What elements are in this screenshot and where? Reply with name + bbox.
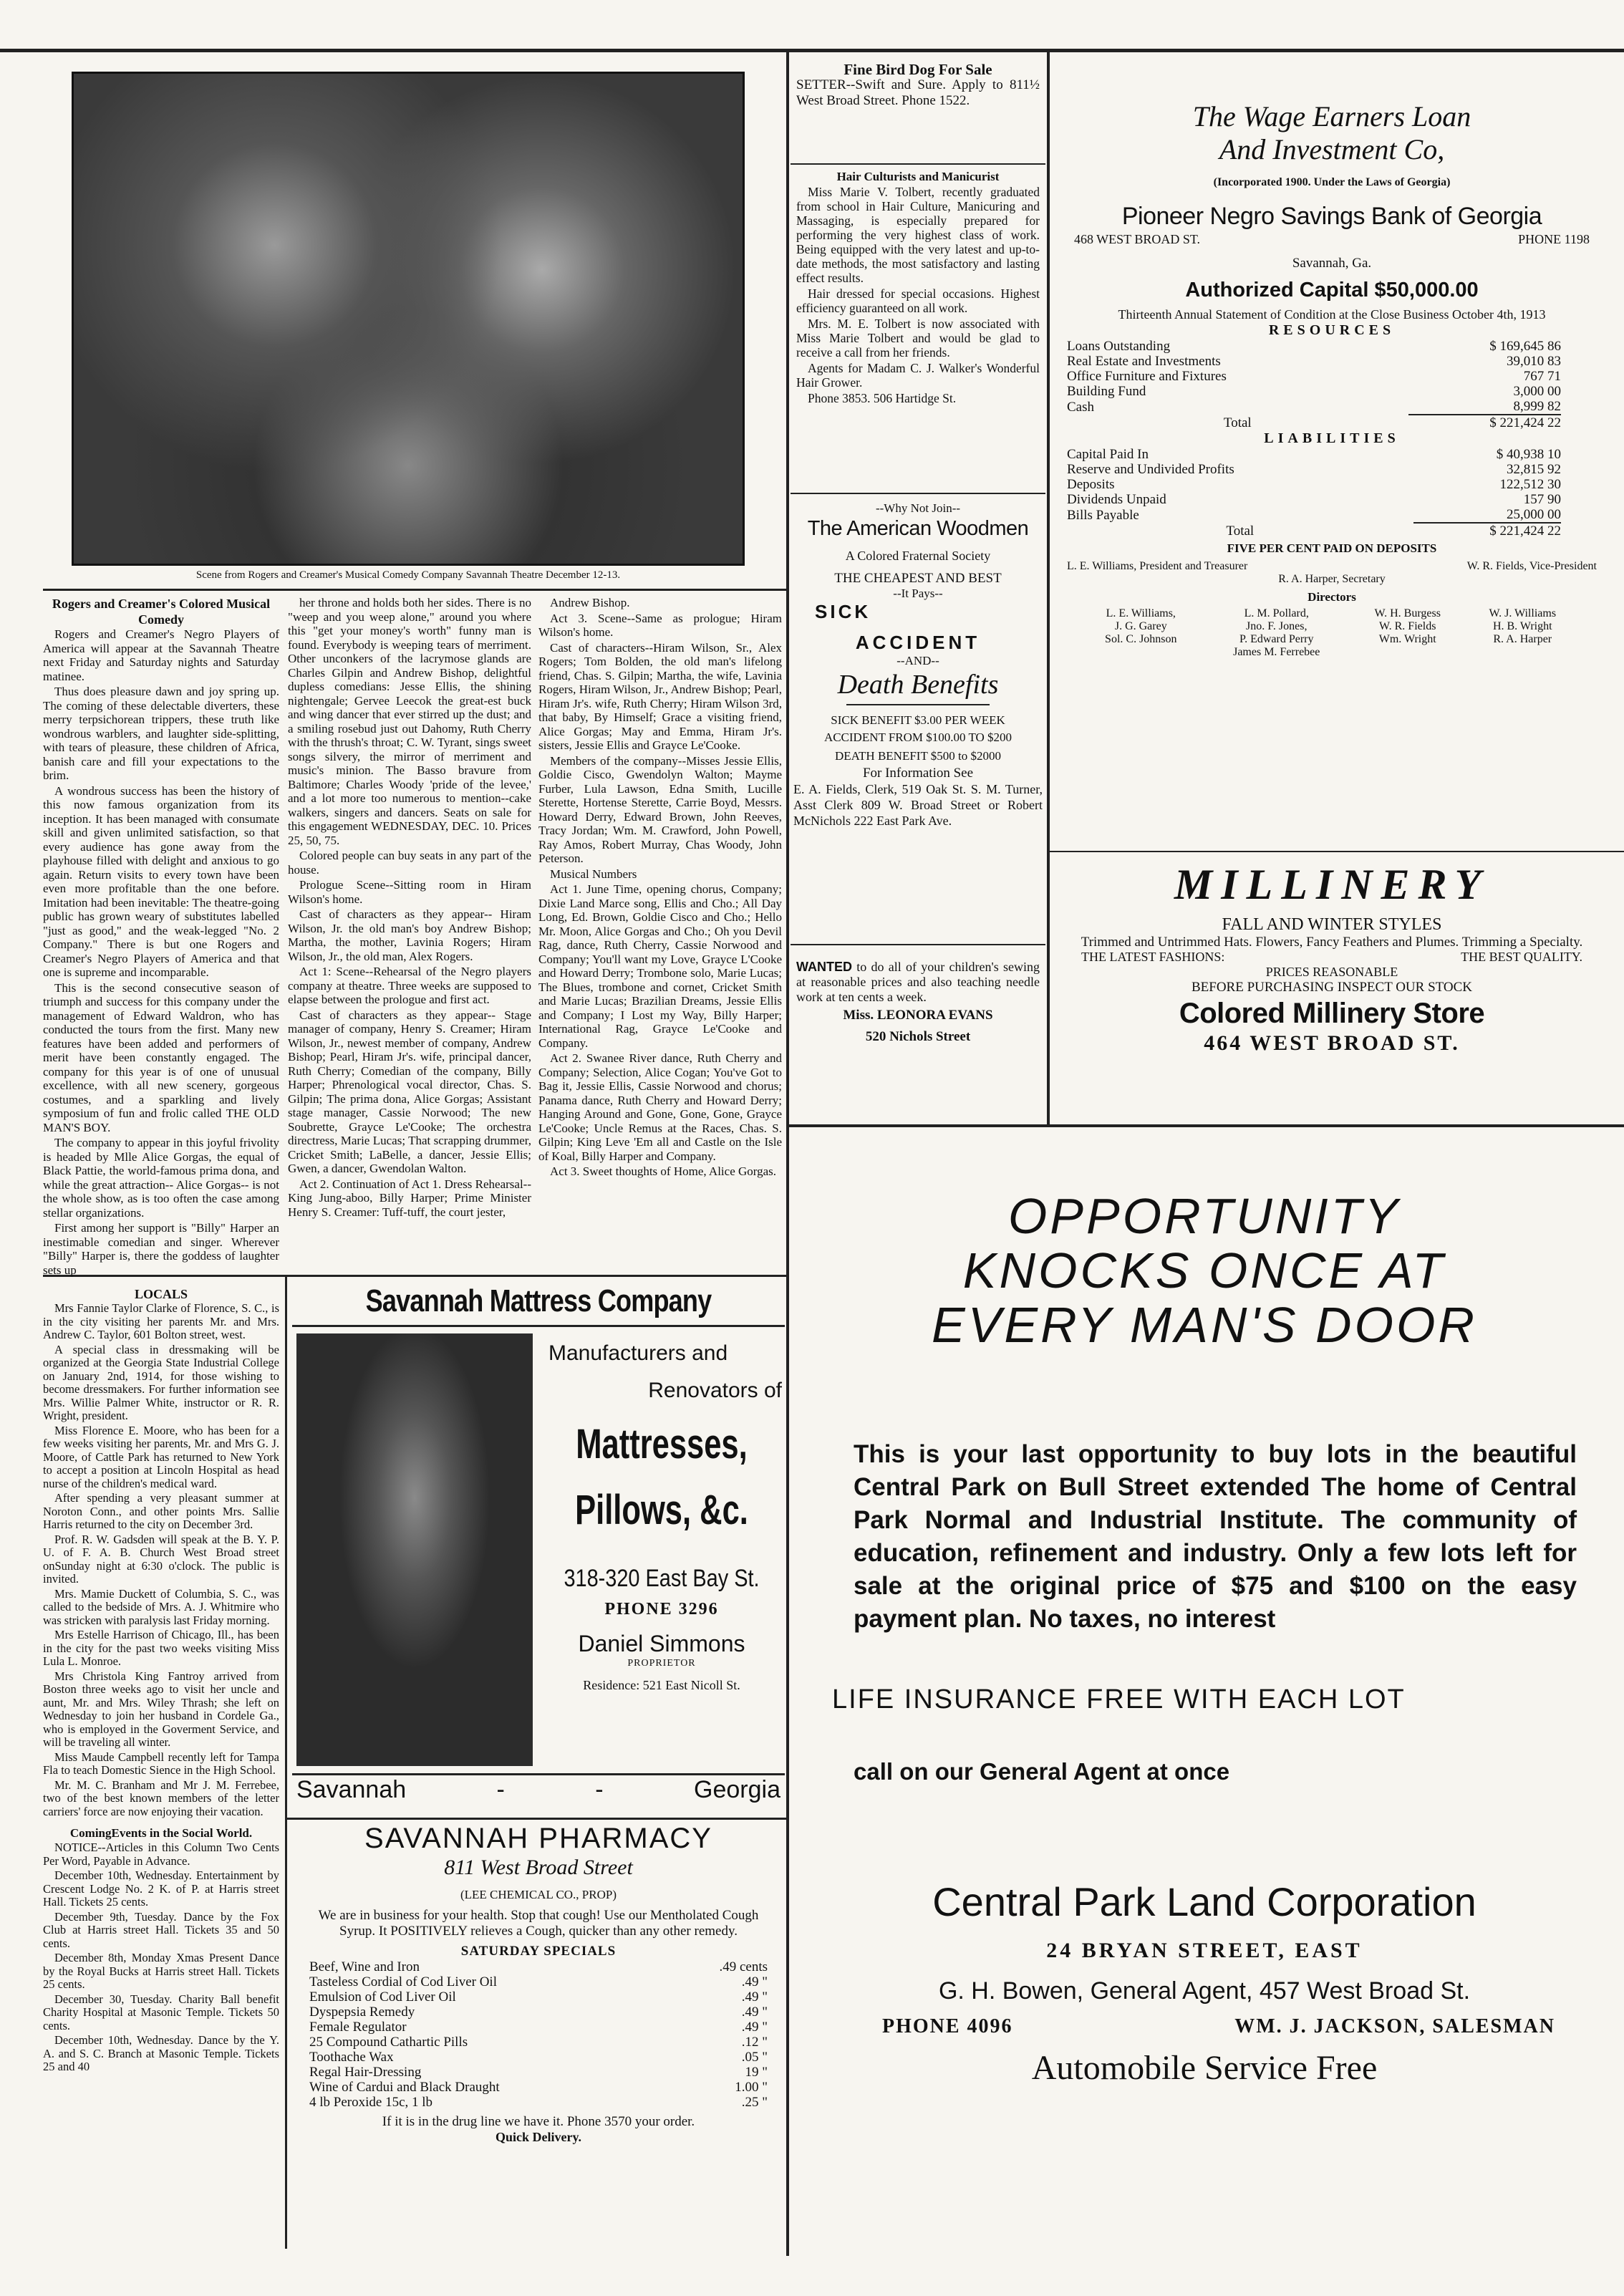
opportunity-phone: PHONE 4096 — [882, 2015, 1013, 2037]
special-price: .25 " — [741, 2095, 768, 2110]
resource-value: 767 71 — [1523, 369, 1561, 384]
pharmacy-footer: If it is in the drug line we have it. Phone 3570 your order. — [382, 2114, 695, 2129]
pharmacy-specials-head: SATURDAY SPECIALS — [460, 1944, 617, 1959]
special-row — [309, 2065, 768, 2080]
woodmen-info: For Information See — [862, 766, 974, 781]
pharmacy-intro: We are in business for your health. Stop that cough! Use our Mentholated Cough Syrup. It POSITIVELY relieves a Cough, quicker than any other remedy. — [318, 1908, 759, 1939]
wanted-body: to do all of your children's sewing at reasonable prices and also teaching needle work at ten cents a week. — [796, 960, 1040, 1004]
special-item: Tasteless Cordial of Cod Liver Oil — [309, 1974, 497, 1989]
rogers-col2-paragraph: Prologue Scene--Sitting room in Hiram Wilson's home. — [288, 878, 531, 906]
hair-culturists-ad — [796, 169, 1040, 407]
liability-value: 25,000 00 — [1507, 507, 1561, 522]
bank-liabilities-table — [1067, 447, 1561, 539]
bank-officers-row — [1060, 560, 1604, 573]
rogers-col2-paragraph: her throne and holds both her sides. There is no "weep and you weep alone," around you where this "get your money's worth" funny man is found. Everybody is weeping tears of merriment. Other unconkers of the lacrymose glands are Charles Gilpin and Andrew Bishop, delightful dupless comedians: Jesse Ellis, the shining nightengale; Gervee Leecok the great-est buck and wing dancer that ever stirred up the dust; and a smiling rosebud just out Dahomy, Ruth Cherry with the thrush's throat; C. W. Tyrant, sings sweet songs silvery, the mirror of merriment and music's minion. The Basso bravure from Baltimore; Charles Woody 'pride of the levee,' and a lot more too numerous to mention--cake walkers, singers and dancers. Seats on sale for this engagement WEDNESDAY, DEC. 10. Prices 25, 50, 75. — [288, 596, 531, 847]
millinery-ad — [1060, 859, 1604, 1056]
bank-rule — [1050, 851, 1624, 852]
special-row — [309, 1959, 768, 1974]
rogers-col1-paragraph: Rogers and Creamer's Negro Players of America will appear at the Savannah Theatre next Friday and Saturday nights and Saturday matinee. — [43, 627, 279, 683]
opportunity-salesman: WM. J. JACKSON, SALESMAN — [1234, 2015, 1555, 2037]
millinery-line2a: THE LATEST FASHIONS: — [1081, 950, 1225, 964]
special-item: 4 lb Peroxide 15c, 1 lb — [309, 2095, 433, 2110]
locals-column — [43, 1286, 279, 2075]
special-price: .12 " — [741, 2035, 768, 2050]
millinery-line1: Trimmed and Untrimmed Hats. Flowers, Fancy Feathers and Plumes. Trimming a Specialty. — [1081, 935, 1583, 950]
coming-events-paragraph: NOTICE--Articles in this Column Two Cents Per Word, Payable in Advance. — [43, 1841, 279, 1868]
wanted-lead: WANTED — [796, 960, 852, 974]
pharmacy-delivery: Quick Delivery. — [496, 2130, 581, 2144]
mattress-mattresses: Mattresses, — [576, 1421, 748, 1467]
coming-events-paragraph: December 8th, Monday Xmas Present Dance by the Royal Bucks at Harris street Hall. Tickets 25 cents. — [43, 1951, 279, 1991]
opportunity-body: This is your last opportunity to buy lots in the beautiful Central Park on Bull Street extended The home of Central Park Normal and Industrial Institute. The community of education, refinement and industry. Only a few lots left for sale at the original price of $75 and $100 on the easy payment plan. No taxes, no interest — [854, 1440, 1577, 1633]
special-row — [309, 2005, 768, 2020]
hair-paragraph: Hair dressed for special occasions. Highest efficiency guaranteed on all work. — [796, 286, 1040, 315]
liabilities-total-label: Total — [1226, 523, 1255, 539]
director-name: P. Edward Perry — [1239, 633, 1314, 645]
bird-dog-ad — [796, 62, 1040, 109]
mattress-residence: Residence: 521 East Nicoll St. — [583, 1678, 740, 1692]
rogers-col3-paragraph: Musical Numbers — [550, 867, 637, 881]
resource-row — [1067, 354, 1561, 369]
rogers-col1-paragraph: First among her support is "Billy" Harper an inestimable comedian and singer. Wherever "Billy" Harper is, there the goddess of laughter sets up — [43, 1221, 279, 1277]
bank-statement: Thirteenth Annual Statement of Condition at the Close Business October 4th, 1913 — [1118, 307, 1546, 322]
resource-value: $ 169,645 86 — [1489, 339, 1561, 354]
liability-value: 157 90 — [1523, 492, 1561, 507]
bank-title1: The Wage Earners Loan — [1192, 100, 1471, 132]
opportunity-line2: KNOCKS ONCE AT — [962, 1243, 1446, 1298]
rogers-col3-paragraph: Act 1. June Time, opening chorus, Company; Dixie Land Marce song, Ellis and Cho.; All Day Long, Ed. Brown, Goldie Cisco and Cho.; Hello Mr. Moon, Alice Gorgas and Cho.; Oh you Devil Rag, dance, Ruth Cherry, Cassie Norwood and Company; You'll want my Love, Grayce L'Cooke and Howard Derry; Trombone solo, Marie Lucas; The Blues, trombone and cornet, Cricket Smith and Marie Lucas; Brazilian Dreams, Jessie Ellis and Company; I Lost my Way, Billy Harper; International Rag, Grayce Le'Cooke and Company. — [538, 882, 782, 1050]
locals-paragraph: Mrs Christola King Fantroy arrived from Boston three weeks ago to visit her uncle and aunt, Mr. and Mrs. Wiley Thrash; she left on Wednesday to join her husband in Cordele Ga., who is employed in the Goverment Service, and will be traveling all winter. — [43, 1669, 279, 1749]
woodmen-contacts: E. A. Fields, Clerk, 519 Oak St. S. M. Turner, Asst Clerk 809 W. Broad Street or Robert McNichols 222 East Park Ave. — [793, 782, 1043, 828]
opportunity-call: call on our General Agent at once — [854, 1758, 1230, 1785]
woodmen-divider — [846, 704, 990, 705]
bank-directors-head: Directors — [1308, 590, 1356, 604]
mattress-dash-2: - — [595, 1776, 604, 1803]
opportunity-line1: OPPORTUNITY — [1007, 1188, 1401, 1244]
resources-total-row — [1067, 415, 1561, 430]
mattress-dash: - — [496, 1776, 505, 1803]
bank-five-per-cent: FIVE PER CENT PAID ON DEPOSITS — [1227, 541, 1437, 555]
bank-title2: And Investment Co, — [1219, 133, 1445, 165]
wanted-text — [796, 960, 1040, 1005]
woodmen-ad — [793, 501, 1043, 829]
bank-pioneer: Pioneer Negro Savings Bank of Georgia — [1121, 203, 1542, 230]
liability-row — [1067, 507, 1561, 523]
bank-incorporated: (Incorporated 1900. Under the Laws of Georgia) — [1213, 176, 1451, 188]
resources-total-label: Total — [1223, 415, 1252, 430]
opportunity-corp: Central Park Land Corporation — [932, 1879, 1476, 1924]
resource-value: 3,000 00 — [1513, 384, 1561, 399]
mattress-renovators: Renovators of — [648, 1379, 782, 1402]
rogers-article-col3 — [538, 596, 782, 1180]
special-price: .49 " — [741, 1989, 768, 2005]
bank-address: 468 WEST BROAD ST. — [1074, 232, 1201, 246]
director-name: J. G. Garey — [1114, 620, 1167, 632]
special-price: .49 " — [741, 2020, 768, 2035]
millinery-title: MILLINERY — [1174, 861, 1490, 908]
resource-label: Building Fund — [1067, 384, 1146, 399]
special-row — [309, 1989, 768, 2005]
photo-bottom-rule — [43, 589, 788, 591]
special-row — [309, 2035, 768, 2050]
mattress-proprietor: PROPRIETOR — [627, 1658, 696, 1669]
liabilities-total-row — [1067, 523, 1561, 539]
special-row — [309, 2020, 768, 2035]
mattress-owner: Daniel Simmons — [578, 1631, 745, 1656]
rogers-col1-paragraph: Thus does pleasure dawn and joy spring up. The coming of these delectable diverters, these merry terpsichorean trippers, these truth like wondrous warblers, and laughter side-splitting, with tears of pleasure, these children of Africa, banish care and fill your expectations to the brim. — [43, 685, 279, 782]
opportunity-line3: EVERY MAN'S DOOR — [932, 1297, 1477, 1353]
bird-dog-title: Fine Bird Dog For Sale — [844, 61, 992, 78]
woodmen-society: A Colored Fraternal Society — [845, 549, 991, 563]
coming-events-paragraph: December 9th, Tuesday. Dance by the Fox Club at Harris street Hall. Tickets 35 and 50 cents. — [43, 1909, 279, 1950]
liability-label: Deposits — [1067, 477, 1115, 492]
rogers-col3-paragraph: Act 3. Sweet thoughts of Home, Alice Gorgas. — [550, 1164, 777, 1178]
coming-events-paragraph: December 10th, Wednesday. Entertainment by Crescent Lodge No. 2 K. of P. at Harris street Hall. Tickets 25 cents. — [43, 1868, 279, 1909]
rogers-col2-paragraph: Cast of characters as they appear-- Hiram Wilson, Jr. the old man's boy Andrew Bishop; Martha, the mother, Lavinia Rogers; Hiram Wilson, Jr., the old man, Alex Rogers. — [288, 907, 531, 963]
liabilities-total: $ 221,424 22 — [1413, 523, 1561, 539]
liability-value: 32,815 92 — [1507, 462, 1561, 477]
wanted-address: 520 Nichols Street — [865, 1029, 971, 1044]
bank-capital: Authorized Capital $50,000.00 — [1185, 279, 1479, 302]
hair-title: Hair Culturists and Manicurist — [836, 170, 1000, 183]
bank-address-row — [1060, 232, 1604, 247]
rogers-col3-paragraph: Cast of characters--Hiram Wilson, Sr., Alex Rogers; Tom Bolden, the old man's lifelong friend, Chas. S. Gilpin; Martha, the wife, Lavinia Rogers, Hiram Wilson, Jr., Andrew Bishop; Pearl, Hiram Jr's. wife, Ruth Cherry; Hiram Wilson 3rd, that baby, By Himself; Grace a visiting friend, Alice Gorgas; May and Emma, Hiram Jr's. sisters, Jessie Ellis and Grayce Le'Cooke. — [538, 640, 782, 752]
special-item: Regal Hair-Dressing — [309, 2065, 422, 2080]
rogers-headline: Rogers and Creamer's Colored Musical Comedy — [52, 597, 271, 627]
millinery-line4: BEFORE PURCHASING INSPECT OUR STOCK — [1191, 980, 1473, 995]
rogers-col1-paragraph: The company to appear in this joyful frivolity is headed by Mlle Alice Gorgas, the equal of Black Pattie, the world-famous prima dona, and while the great attraction-- Alice Gorgas-- is not the whole show, as is too often the case among stellar organizations. — [43, 1136, 279, 1220]
director-row — [1081, 646, 1582, 659]
bank-ad — [1060, 100, 1604, 659]
pharmacy-ad — [295, 1822, 782, 2145]
hair-text — [796, 185, 1040, 405]
pharmacy-address: 811 West Broad Street — [444, 1856, 633, 1879]
liability-row — [1067, 477, 1561, 492]
woodmen-accident: ACCIDENT — [855, 632, 981, 653]
special-row — [309, 1974, 768, 1989]
opportunity-street: 24 BRYAN STREET, EAST — [1046, 1939, 1363, 1962]
rogers-col2-paragraph: Cast of characters as they appear-- Stage manager of company, Henry S. Creamer; Hiram Wilson, Jr., newest member of company, Andrew Bishop; Pearl, Hiram Jr's. wife, principal dancer, Ruth Cherry; Comedian of the company, Billy Harper; Phrenological vocal director, Chas. S. Gilpin; The prima dona, Alice Gorgas; Assistant stage manager, Cassie Norwood; The new Soubrette, Grayce Le'Cooke; The orchestra directress, Marie Lucas; That scrapping drummer, Cricket Smith; LaBelle, a dancer, Jessie Ellis; Gwen, a dancer, Gwendolan Walton. — [288, 1008, 531, 1175]
rogers-article-col1 — [43, 596, 279, 1278]
rogers-col2-text — [288, 596, 531, 1219]
bank-liabilities-head: LIABILITIES — [1264, 430, 1400, 446]
liability-value: 122,512 30 — [1499, 477, 1561, 492]
resource-value: 8,999 82 — [1513, 399, 1561, 414]
liability-value: $ 40,938 10 — [1496, 447, 1561, 462]
pharmacy-specials-table — [309, 1959, 768, 2110]
rogers-col2-paragraph: Act 1: Scene--Rehearsal of the Negro players company at theatre. Three weeks are supposed to elapse between the prologue and first act. — [288, 965, 531, 1006]
mattress-manufacturers: Manufacturers and — [548, 1341, 728, 1365]
coming-events-paragraph: December 30, Tuesday. Charity Ball benefit Charity Hospital at Masonic Temple. Tickets 50 cents. — [43, 1992, 279, 2032]
bird-dog-rule — [791, 163, 1045, 165]
resource-value: 39,010 83 — [1507, 354, 1561, 369]
mattress-pillows: Pillows, &c. — [575, 1487, 748, 1533]
hair-paragraph: Agents for Madam C. J. Walker's Wonderful Hair Grower. — [796, 361, 1040, 390]
rogers-col1-paragraph: This is the second consecutive season of triumph and success for this company under the management of Edward Waldron, who has conducted the tours from the first. Many new features have been added and performers of merit have been constantly engaged. The company for this year is of one of unusual excellence, with all new scenery, gorgeous costumes, and a sparkling and lively symposium of fun and frolic called THE OLD MAN'S BOY. — [43, 980, 279, 1134]
director-name: W. R. Fields — [1379, 620, 1436, 632]
resource-label: Loans Outstanding — [1067, 339, 1171, 354]
hair-paragraph: Miss Marie V. Tolbert, recently graduated from school in Hair Culture, Manicuring and Massaging, is especially prepared for performing the very highest class of work. Being equipped with the very latest and up-to-date methods, the most satisfactory and lasting effect results. — [796, 185, 1040, 285]
bank-directors-table — [1081, 607, 1582, 659]
woodmen-accident-benefit: ACCIDENT FROM $100.00 TO $200 — [823, 730, 1012, 744]
millinery-styles: FALL AND WINTER STYLES — [1222, 915, 1442, 934]
bank-officer3: R. A. Harper, Secretary — [1278, 573, 1386, 585]
bank-resources-head: RESOURCES — [1268, 322, 1396, 338]
opportunity-insurance: LIFE INSURANCE FREE WITH EACH LOT — [832, 1684, 1406, 1714]
locals-paragraph: After spending a very pleasant summer at Noroton Conn., and other points Mrs. Sallie Harris returned to the city on December 3rd. — [43, 1491, 279, 1531]
director-name — [1353, 646, 1467, 659]
coming-events-paragraph: December 10th, Wednesday. Dance by the Y. A. and S. C. Branch at Masonic Temple. Tickets 25 and 40 — [43, 2033, 279, 2073]
director-name: James M. Ferrebee — [1233, 646, 1320, 658]
millinery-store: Colored Millinery Store — [1179, 998, 1485, 1029]
woodmen-sick-benefit: SICK BENEFIT $3.00 PER WEEK — [831, 713, 1005, 727]
mattress-address: 318-320 East Bay St. — [564, 1565, 760, 1592]
resource-row — [1067, 384, 1561, 399]
millinery-address: 464 WEST BROAD ST. — [1204, 1031, 1460, 1055]
rogers-col2-paragraph: Act 2. Continuation of Act 1. Dress Rehearsal--King Jung-aboo, Billy Harper; Prime Minister Henry S. Creamer: Tuff-tuff, the court jester, — [288, 1177, 531, 1219]
coming-events-title: ComingEvents in the Social World. — [69, 1826, 253, 1840]
liability-label: Reserve and Undivided Profits — [1067, 462, 1234, 477]
millinery-line2 — [1060, 950, 1604, 965]
rogers-col3-paragraph: Members of the company--Misses Jessie Ellis, Goldie Cisco, Gwendolyn Walton; Mayme Furber, Lula Lawson, Edna Smith, Lucille Sterette, Hortense Sterette, Carrie Boyd, Messrs. Howard Derry, Edward Brown, John Reeves, Tracy Jordan; Wm. M. Crawford, John Powell, Ray Amos, Robert Murray, Chas Woody, John Peterson. — [538, 753, 782, 865]
special-item: Dyspepsia Remedy — [309, 2005, 415, 2020]
special-row — [309, 2080, 768, 2095]
bank-resources-table — [1067, 339, 1561, 430]
director-row — [1081, 633, 1582, 646]
liability-row — [1067, 492, 1561, 507]
special-item: Emulsion of Cod Liver Oil — [309, 1989, 456, 2005]
woodmen-why: --Why Not Join-- — [875, 501, 961, 515]
resource-label: Office Furniture and Fixtures — [1067, 369, 1227, 384]
opportunity-contact-row — [882, 2015, 1555, 2038]
mattress-city: Savannah — [296, 1776, 407, 1803]
special-item: Wine of Cardui and Black Draught — [309, 2080, 500, 2095]
director-row — [1081, 607, 1582, 620]
woodmen-rule — [791, 944, 1045, 945]
locals-paragraph: A special class in dressmaking will be organized at the Georgia State Industrial College on January 2nd, 1914, for those wishing to become dressmakers. For further information see Mrs. Willie Palmer White, instructor or R. R. Wright, president. — [43, 1342, 279, 1422]
director-name: W. H. Burgess — [1374, 607, 1441, 619]
special-row — [309, 2050, 768, 2065]
resource-row — [1067, 399, 1561, 415]
mattress-ad — [292, 1282, 785, 1826]
resource-label: Cash — [1067, 399, 1094, 415]
mattress-details — [541, 1341, 782, 1693]
director-name: R. A. Harper — [1493, 633, 1552, 645]
locals-paragraph: Miss Florence E. Moore, who has been for a few weeks visiting her parents, Mr. and Mrs G. J. Moore, of Cattle Park has returned to New York to accept a position at Lincoln Hospital as head nurse of the children's medical ward. — [43, 1423, 279, 1490]
special-price: 19 " — [745, 2065, 768, 2080]
director-name: Wm. Wright — [1378, 633, 1436, 645]
opportunity-ad — [796, 1189, 1613, 2088]
photo-caption: Scene from Rogers and Creamer's Musical Comedy Company Savannah Theatre December 12-13. — [195, 569, 621, 581]
resource-row — [1067, 339, 1561, 354]
special-item: 25 Compound Cathartic Pills — [309, 2035, 468, 2050]
rogers-col3-text — [538, 596, 782, 1179]
special-row — [309, 2095, 768, 2110]
director-name: Sol. C. Johnson — [1105, 633, 1177, 645]
bank-officer2: W. R. Fields, Vice-President — [1466, 560, 1597, 572]
special-price: .49 " — [741, 2005, 768, 2020]
liability-label: Capital Paid In — [1067, 447, 1149, 462]
mattress-title-rule — [292, 1325, 785, 1327]
pharmacy-prop: (LEE CHEMICAL CO., PROP) — [460, 1888, 617, 1901]
bird-dog-text: SETTER--Swift and Sure. Apply to 811½ West Broad Street. Phone 1522. — [796, 77, 1040, 108]
resource-row — [1067, 369, 1561, 384]
woodmen-death: Death Benefits — [837, 670, 999, 700]
rogers-col1-text — [43, 627, 279, 1277]
coming-events-text — [43, 1841, 279, 2074]
bank-phone: PHONE 1198 — [1518, 232, 1590, 246]
director-name: L. M. Pollard, — [1244, 607, 1309, 619]
bank-city: Savannah, Ga. — [1292, 256, 1372, 271]
pharmacy-title: SAVANNAH PHARMACY — [364, 1823, 712, 1854]
column-divider-right — [1047, 50, 1050, 1124]
woodmen-death-benefit: DEATH BENEFIT $500 to $2000 — [834, 749, 1001, 763]
special-price: .49 cents — [719, 1959, 768, 1974]
rogers-col3-paragraph: Act 3. Scene--Same as prologue; Hiram Wilson's home. — [538, 611, 782, 639]
opportunity-top-rule — [786, 1124, 1624, 1127]
locals-paragraph: Mrs Estelle Harrison of Chicago, Ill., has been in the city for the past two weeks visiting Miss Lula L. Monroe. — [43, 1628, 279, 1668]
locals-title: LOCALS — [134, 1287, 188, 1301]
mattress-state: Georgia — [694, 1776, 780, 1803]
mattress-phone: PHONE 3296 — [604, 1600, 719, 1619]
locals-text — [43, 1302, 279, 1818]
rogers-col3-paragraph: Andrew Bishop. — [550, 596, 630, 609]
woodmen-pays: --It Pays-- — [893, 587, 943, 600]
woodmen-sick: SICK — [815, 601, 871, 622]
millinery-line2b: THE BEST QUALITY. — [1461, 950, 1582, 964]
liability-label: Bills Payable — [1067, 507, 1139, 523]
locals-paragraph: Miss Maude Campbell recently left for Tampa Fla to teach Domestic Sience in the High School. — [43, 1750, 279, 1777]
resource-label: Real Estate and Investments — [1067, 354, 1221, 369]
woodmen-name: The American Woodmen — [807, 517, 1029, 540]
mattress-title: Savannah Mattress Company — [365, 1283, 712, 1318]
locals-paragraph: Mrs. Mamie Duckett of Columbia, S. C., was called to the bedside of Mrs. A. J. Whitmire who was stricken with paralysis last Friday morning. — [43, 1586, 279, 1627]
hair-paragraph: Phone 3853. 506 Hartidge St. — [808, 391, 957, 405]
rogers-col3-paragraph: Act 2. Swanee River dance, Ruth Cherry and Company; Selection, Alice Cogan; You've Got to Bag it, Jessie Ellis, Cassie Norwood and chorus; Panama dance, Ruth Cherry and Howard Derry; Hanging Around and Gone, Gone, Gone, Grayce Le'Cooke; Uncle Remus at the Races, Chas. S. Gilpin; King Leve 'Em all and Castle on the Isle of Koal, Billy Harper and Company. — [538, 1051, 782, 1163]
liability-row — [1067, 462, 1561, 477]
opportunity-agent: G. H. Bowen, General Agent, 457 West Broad St. — [938, 1977, 1471, 2005]
resources-total: $ 221,424 22 — [1408, 415, 1561, 430]
mattress-city-row — [296, 1776, 780, 1804]
director-name — [1467, 646, 1582, 659]
opportunity-auto: Automobile Service Free — [1031, 2049, 1378, 2087]
director-name: Jno. F. Jones, — [1246, 620, 1308, 632]
director-name: H. B. Wright — [1492, 620, 1552, 632]
liability-label: Dividends Unpaid — [1067, 492, 1166, 507]
rogers-col2-paragraph: Colored people can buy seats in any part of the house. — [288, 849, 531, 877]
locals-paragraph: Prof. R. W. Gadsden will speak at the B. Y. P. U. of F. A. B. Church West Broad street onSunday night at 6:30 o'clock. The public is invited. — [43, 1532, 279, 1586]
special-price: .05 " — [741, 2050, 768, 2065]
woodmen-cheapest: THE CHEAPEST AND BEST — [834, 571, 1002, 586]
proprietor-portrait — [296, 1333, 533, 1766]
locals-paragraph: Mrs Fannie Taylor Clarke of Florence, S. C., is in the city visiting her parents Mr. and Mrs. Andrew C. Taylor, 601 Bolton street, west. — [43, 1301, 279, 1341]
theatre-photo — [72, 72, 745, 566]
mattress-city-rule — [292, 1773, 785, 1775]
director-name — [1081, 646, 1205, 659]
pharmacy-top-rule — [286, 1818, 788, 1820]
woodmen-and: --AND-- — [896, 654, 939, 667]
top-rule — [0, 49, 1624, 52]
locals-paragraph: Mr. M. C. Branham and Mr J. M. Ferrebee, two of the best known members of the letter carriers' force are now enjoying their vacation. — [43, 1778, 279, 1818]
director-name: W. J. Williams — [1489, 607, 1557, 619]
special-item: Female Regulator — [309, 2020, 407, 2035]
wanted-name: Miss. LEONORA EVANS — [843, 1008, 993, 1023]
special-item: Toothache Wax — [309, 2050, 394, 2065]
special-price: .49 " — [741, 1974, 768, 1989]
hair-rule — [791, 493, 1045, 494]
director-row — [1081, 620, 1582, 633]
rogers-col1-paragraph: A wondrous success has been the history of this now famous organization from its inception. It has been managed with consumate skill and given unlimited satisfaction, so that every audience has gone away from the playhouse filled with delight and anxious to go again. Return visits to every town have been even more profitable than the one before. Imitation had been inevitable: The theatre-going public has grown weary of substitutes labelled "just as good," and the weak-legged "No. 2 Company." There is but one Rogers and Creamer's Negro Players of America and that one is supreme and incomparable. — [43, 783, 279, 979]
bank-officer1: L. E. Williams, President and Treasurer — [1067, 560, 1248, 572]
director-name: L. E. Williams, — [1106, 607, 1176, 619]
special-item: Beef, Wine and Iron — [309, 1959, 420, 1974]
column-divider-center — [786, 50, 789, 2256]
wanted-ad — [796, 960, 1040, 1045]
millinery-line3: PRICES REASONABLE — [1265, 965, 1398, 979]
liability-row — [1067, 447, 1561, 462]
locals-divider — [285, 1275, 287, 2249]
rogers-article-col2 — [288, 596, 531, 1220]
special-price: 1.00 " — [735, 2080, 768, 2095]
hair-paragraph: Mrs. M. E. Tolbert is now associated with Miss Marie Tolbert and would be glad to receive a call from her friends. — [796, 317, 1040, 360]
